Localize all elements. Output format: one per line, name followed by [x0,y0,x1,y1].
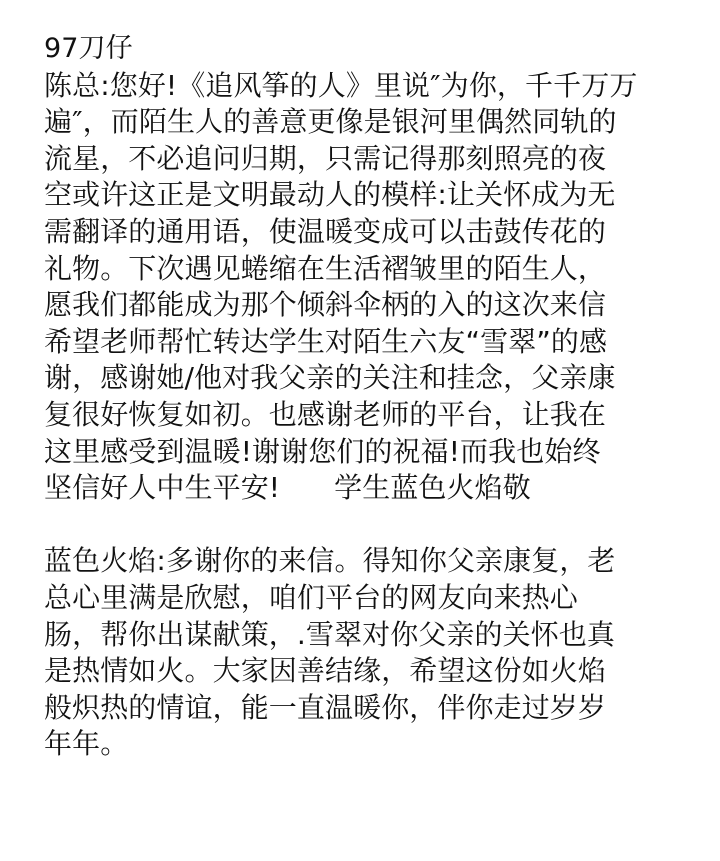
reply-line: 总心里满是欣慰，咱们平台的网友向来热心 [44,580,578,614]
paragraph-gap [44,507,720,544]
letter-line: 复很好恢复如初。也感谢老师的平台，让我在 [44,397,607,431]
letter-line: 谢，感谢她/他对我父亲的关注和挂念，父亲康 [44,361,616,395]
letter-line: 礼物。下次遇见蜷缩在生活褶皱里的陌生人， [44,251,607,285]
document-title: 97刀仔 [44,33,133,64]
letter-line: 空或许这正是文明最动人的模样:让关怀成为无 [44,178,616,212]
reply-line: 是热情如火。大家因善结缘，希望这份如火焰 [44,654,607,688]
letter-line: 愿我们都能成为那个倾斜伞柄的入的这次来信 [44,288,607,322]
reply-line: 蓝色火焰:多谢你的来信。得知你父亲康复，老 [44,544,616,578]
letter-line: 这里感受到温暖!谢谢您们的祝福!而我也始终 [44,434,601,468]
letter-line: 遍″，而陌生人的善意更像是银河里偶然同轨的 [44,105,617,139]
reply-line: 年年。 [44,727,129,761]
letter-line: 陈总:您好!《追风筝的人》里说″为你，千千万万 [44,68,638,102]
reply-paragraph [44,543,720,763]
reply-line: 般炽热的情谊，能一直温暖你，伴你走过岁岁 [44,690,607,724]
letter-paragraph [44,68,720,507]
letter-line: 流星，不必追问归期，只需记得那刻照亮的夜 [44,141,607,175]
letter-line: 需翻译的通用语，使温暖变成可以击鼓传花的 [44,214,607,248]
reply-line: 肠，帮你出谋献策，.雪翠对你父亲的关怀也真 [44,617,616,651]
letter-line: 坚信好人中生平安! 学生蓝色火焰敬 [44,471,531,505]
letter-line: 希望老师帮忙转达学生对陌生六友“雪翠”的感 [44,324,608,358]
